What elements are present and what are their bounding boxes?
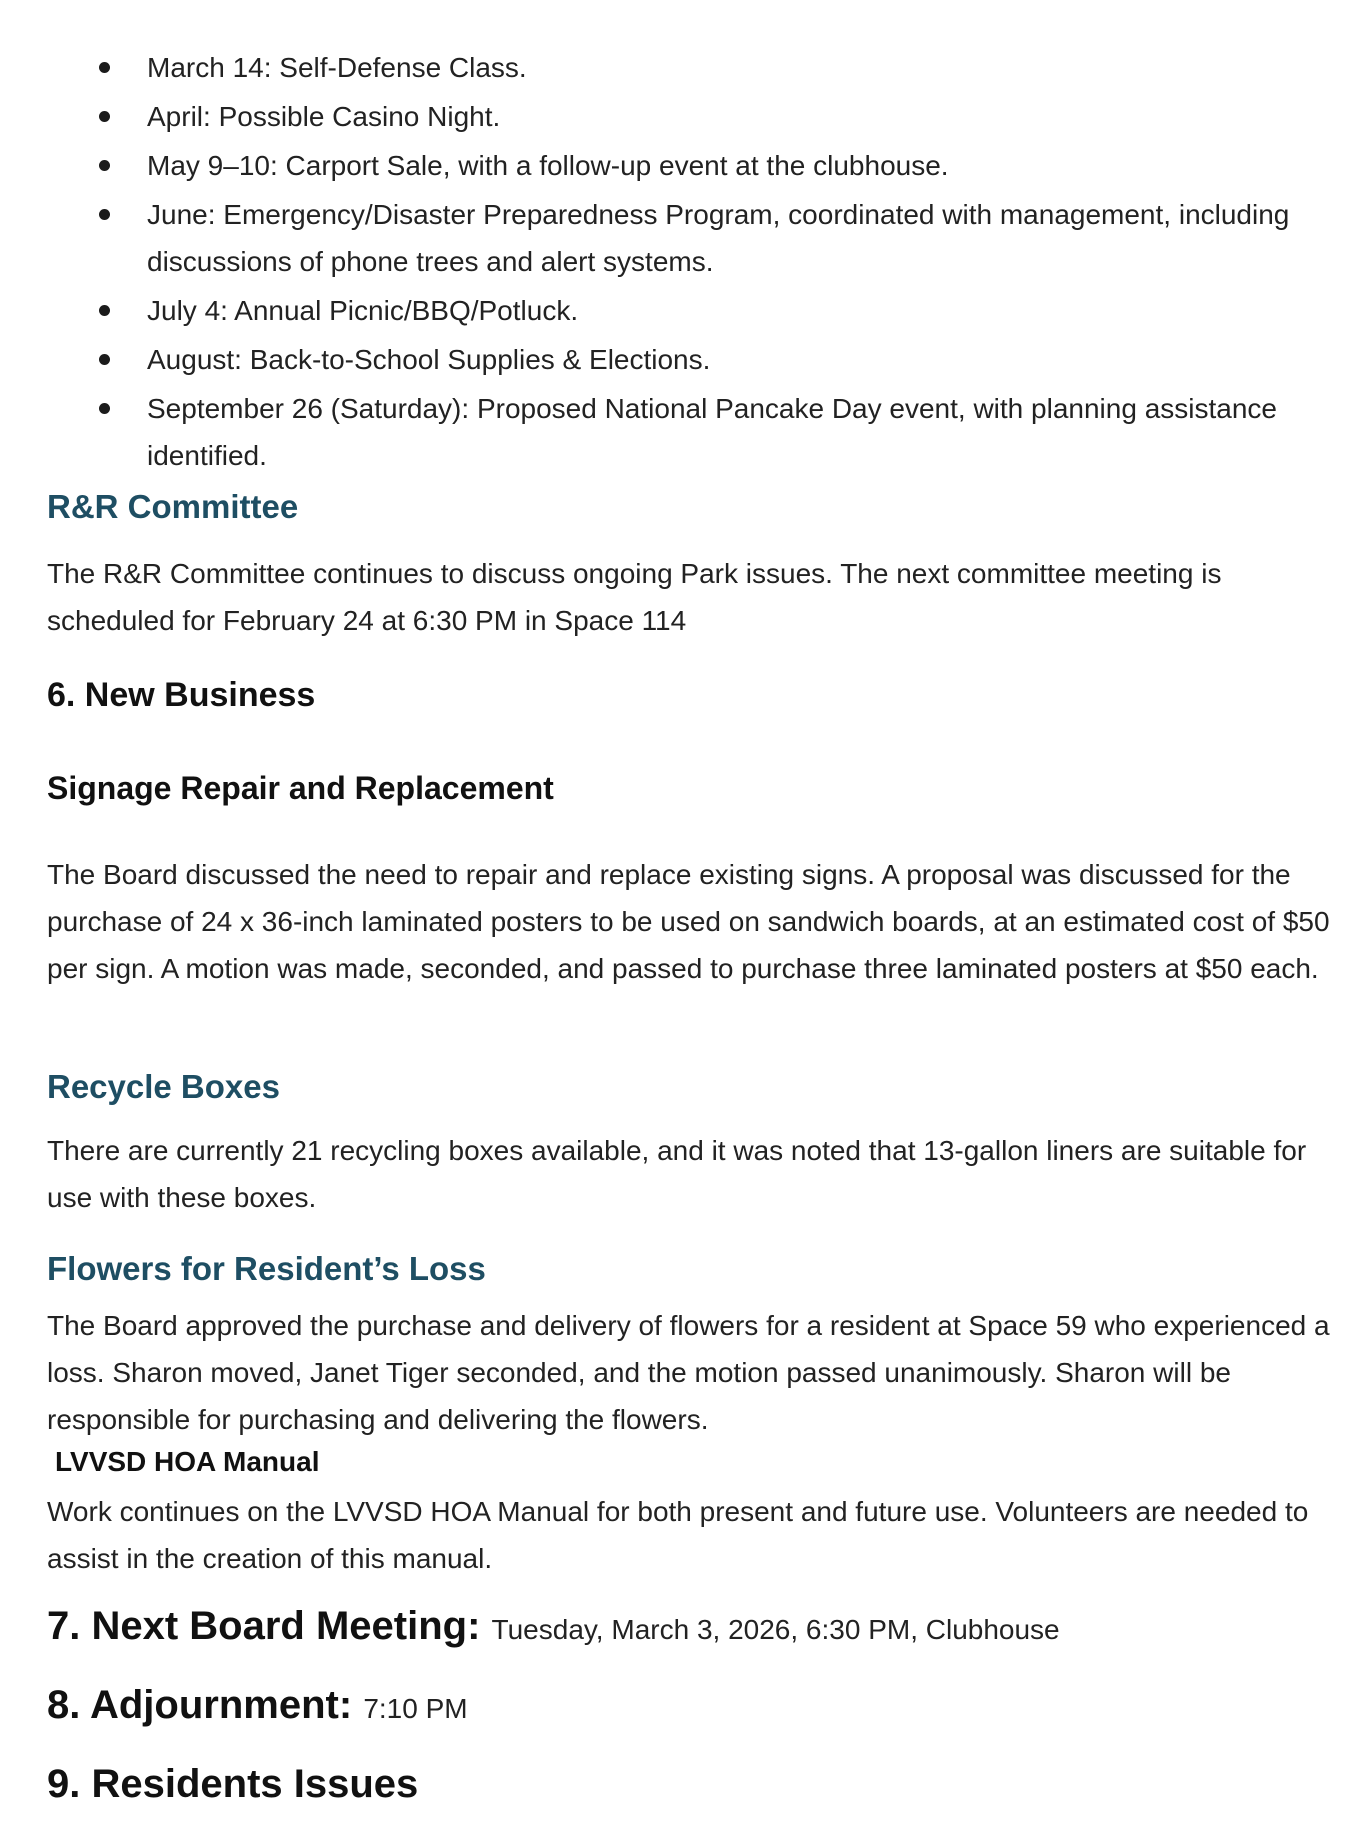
- adjournment-block: [47, 1683, 1347, 1728]
- rr-committee-section: [47, 550, 1347, 644]
- next-meeting-heading: [47, 1604, 1347, 1649]
- recycle-text: There are currently 21 recycling boxes available, and it was noted that 13-gallon liners are suitable for use with these boxes.: [47, 1135, 1307, 1213]
- recycle-section: [47, 1127, 1347, 1221]
- signage-heading-block: [47, 770, 1347, 807]
- flowers-heading: Flowers for Resident’s Loss: [47, 1250, 486, 1287]
- rr-committee-heading-block: [47, 488, 1347, 526]
- manual-heading: LVVSD HOA Manual: [55, 1446, 320, 1477]
- events-bullet-list: [92, 44, 1342, 481]
- adjournment-value: 7:10 PM: [363, 1693, 468, 1724]
- list-item: [92, 385, 1342, 479]
- residents-block: [47, 1762, 1347, 1807]
- recycle-heading: Recycle Boxes: [47, 1068, 280, 1105]
- list-item: [92, 191, 1342, 285]
- list-item: [92, 44, 1342, 91]
- rr-committee-heading: R&R Committee: [47, 488, 299, 525]
- list-item: [92, 93, 1342, 140]
- list-item: [92, 287, 1342, 334]
- bullet-icon: [99, 354, 110, 365]
- bullet-icon: [99, 111, 110, 122]
- signage-section: [47, 851, 1347, 992]
- bullet-icon: [99, 305, 110, 316]
- flowers-heading-block: [47, 1250, 1347, 1288]
- manual-heading-block: [47, 1446, 1347, 1478]
- manual-text: Work continues on the LVVSD HOA Manual for both present and future use. Volunteers are needed to assist in the creation of this manual.: [47, 1496, 1309, 1574]
- flowers-section: [47, 1302, 1347, 1443]
- list-item-text: August: Back-to-School Supplies & Elections.: [147, 344, 711, 375]
- bullet-icon: [99, 403, 110, 414]
- next-meeting-label: 7. Next Board Meeting:: [47, 1604, 481, 1648]
- bullet-icon: [99, 160, 110, 171]
- list-item-text: July 4: Annual Picnic/BBQ/Potluck.: [147, 295, 579, 326]
- bullet-icon: [99, 209, 110, 220]
- rr-committee-text: The R&R Committee continues to discuss ongoing Park issues. The next committee meeting is scheduled for February 24 at 6:30 PM in Space 114: [47, 558, 1222, 636]
- bullet-icon: [99, 62, 110, 73]
- signage-text: The Board discussed the need to repair and replace existing signs. A proposal was discussed for the purchase of 24 x 36-inch laminated posters to be used on sandwich boards, at an estimated cost of $50 per sign. A motion was made, seconded, and passed to purchase three laminated posters at $50 each.: [47, 859, 1330, 984]
- list-item: [92, 142, 1342, 189]
- residents-heading: 9. Residents Issues: [47, 1762, 419, 1806]
- list-item-text: March 14: Self-Defense Class.: [147, 52, 527, 83]
- recycle-heading-block: [47, 1068, 1347, 1106]
- list-item-text: May 9–10: Carport Sale, with a follow-up event at the clubhouse.: [147, 150, 949, 181]
- list-item-text: September 26 (Saturday): Proposed National Pancake Day event, with planning assistance identified.: [147, 393, 1277, 471]
- new-business-block: [47, 676, 1347, 715]
- flowers-text: The Board approved the purchase and delivery of flowers for a resident at Space 59 who experienced a loss. Sharon moved, Janet Tiger seconded, and the motion passed unanimously. Sharon will be responsible for purchasing and delivering the flowers.: [47, 1310, 1330, 1435]
- adjournment-heading: [47, 1683, 1347, 1728]
- new-business-heading: 6. New Business: [47, 676, 316, 714]
- list-item-text: June: Emergency/Disaster Preparedness Program, coordinated with management, including discussions of phone trees and alert systems.: [147, 199, 1290, 277]
- manual-section: [47, 1488, 1347, 1582]
- signage-heading: Signage Repair and Replacement: [47, 770, 554, 806]
- list-item-text: April: Possible Casino Night.: [147, 101, 501, 132]
- adjournment-label: 8. Adjournment:: [47, 1683, 353, 1727]
- next-meeting-block: [47, 1604, 1347, 1649]
- next-meeting-value: Tuesday, March 3, 2026, 6:30 PM, Clubhouse: [491, 1614, 1060, 1645]
- list-item: [92, 336, 1342, 383]
